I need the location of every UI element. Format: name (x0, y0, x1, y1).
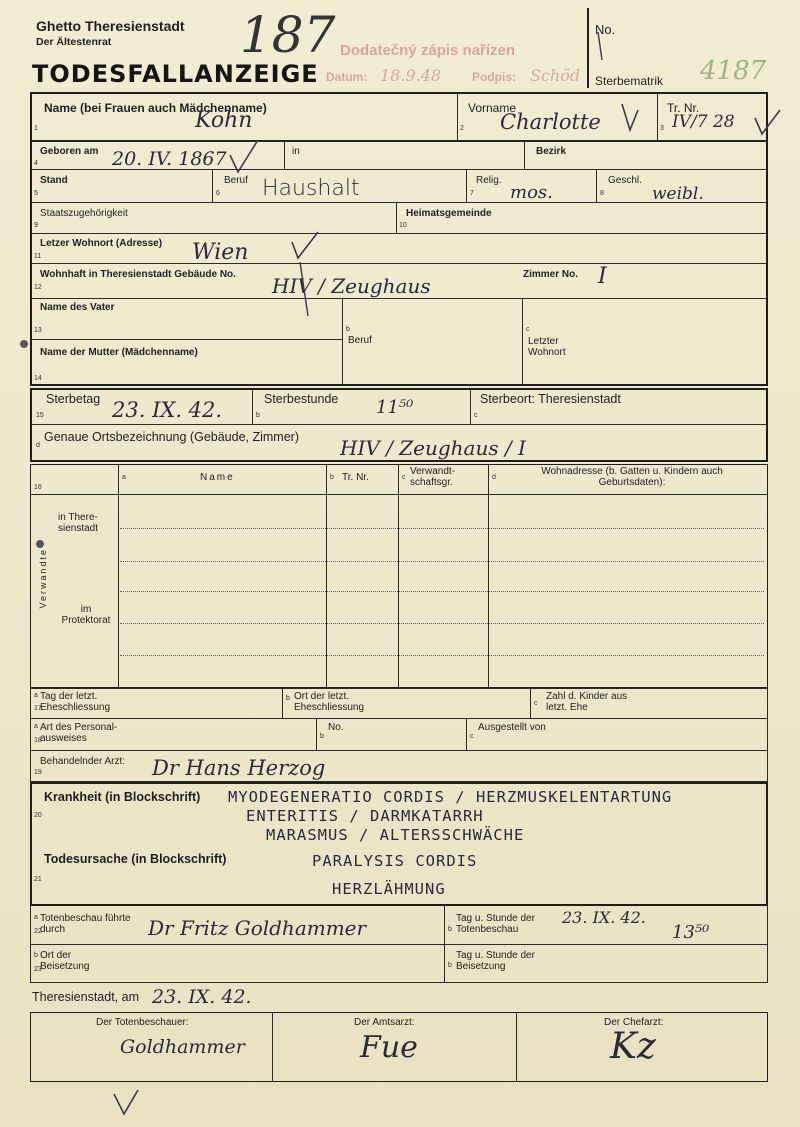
sig-amtsarzt-label: Der Amtsarzt: (354, 1017, 415, 1028)
staat-label: Staatszugehörigkeit (40, 208, 128, 219)
geschl-label: Geschl. (608, 175, 642, 186)
sig-chefarzt-label: Der Chefarzt: (604, 1017, 664, 1028)
beruf-value: Haushalt (262, 176, 360, 201)
wohnort-label: Letzer Wohnort (Adresse) (40, 238, 163, 249)
mutter-label: Name der Mutter (Mädchenname) (40, 347, 198, 358)
relig-label: Relig. (476, 175, 502, 186)
ehe-ort-label: Ort der letzt. Eheschliessung (294, 691, 365, 713)
ehe-tag-label: Tag der letzt. Eheschliessung (40, 691, 111, 713)
stamp-text: Dodatečný zápis nařízen (340, 42, 516, 59)
sig-totenbeschauer: Goldhammer (120, 1036, 245, 1058)
gebaeude-label: Wohnhaft in Theresienstadt Gebäude No. (40, 269, 236, 280)
geschl-value: weibl. (652, 184, 704, 204)
org-name: Ghetto Theresienstadt (36, 18, 185, 34)
vorname-value: Charlotte (500, 110, 601, 134)
in-theresienstadt-label: in There-sienstadt (58, 512, 99, 534)
beisetzung-ort-label: Ort der Beisetzung (40, 950, 90, 972)
form-title: TODESFALLANZEIGE (32, 60, 319, 88)
stamp-datum-label: Datum: (326, 70, 368, 84)
tag-stunde-date: 23. IX. 42. (562, 908, 646, 927)
beruf-parent-label: Beruf (348, 335, 372, 346)
beisetzung-tag-label: Tag u. Stunde der Beisetzung (456, 950, 535, 972)
ausweis-no-label: No. (328, 722, 344, 733)
gebaeude-value: HIV / Zeughaus (272, 274, 431, 298)
sterbematrik-label: Sterbematrik (595, 74, 664, 88)
relatives-side-label: Verwandte (38, 548, 48, 609)
sterbeort-label: Sterbeort: Theresienstadt (480, 392, 621, 406)
sig-totenbeschauer-label: Der Totenbeschauer: (96, 1017, 189, 1028)
arzt-value: Dr Hans Herzog (152, 756, 326, 780)
vorname-label: Vorname (468, 101, 517, 115)
place-date-value: 23. IX. 42. (152, 986, 252, 1008)
im-protektorat-label: im Protektorat (61, 604, 111, 626)
trnr-label: Tr. Nr. (667, 101, 700, 115)
stand-label: Stand (40, 175, 68, 186)
col-wohn-header: Wohnadresse (b. Gatten u. Kindern auch Geburtsdaten): (541, 466, 723, 488)
stamp-datum-value: 18.9.48 (380, 66, 442, 85)
totenbeschau-value: Dr Fritz Goldhammer (148, 916, 367, 940)
zimmer-label: Zimmer No. (523, 269, 579, 280)
sterbestunde-value: 11⁵⁰ (376, 397, 414, 418)
ortsbez-label: Genaue Ortsbezeichnung (Gebäude, Zimmer) (44, 430, 299, 444)
arzt-label: Behandelnder Arzt: (40, 756, 126, 767)
zimmer-value: I (598, 264, 607, 289)
sterbestunde-label: Sterbestunde (264, 392, 339, 406)
tag-stunde-label: Tag u. Stunde der Totenbeschau (456, 913, 535, 935)
beruf-label: Beruf (224, 175, 248, 186)
ursache-line-1: PARALYSIS CORDIS (312, 852, 478, 870)
sterbetag-value: 23. IX. 42. (112, 398, 223, 422)
trnr-value: IV/7 28 (672, 112, 735, 132)
geboren-label: Geboren am (40, 146, 99, 157)
handwritten-form-number: 187 (240, 6, 336, 64)
krankheit-line-1: MYODEGENERATIO CORDIS / HERZMUSKELENTARTUNG (228, 788, 673, 806)
tag-stunde-time: 13⁵⁰ (672, 922, 710, 943)
ausweis-label: Art des Personal-ausweises (40, 722, 118, 744)
sterbetag-label: Sterbetag (46, 392, 101, 406)
heimat-label: Heimatsgemeinde (406, 208, 492, 219)
sterbematrik-value: 4187 (700, 56, 767, 86)
org-subtitle: Der Ältestenrat (36, 36, 112, 48)
ursache-label: Todesursache (in Blockschrift) (44, 852, 227, 866)
ortsbez-value: HIV / Zeughaus / I (340, 436, 526, 460)
totenbeschau-label: Totenbeschau führte durch (40, 913, 131, 935)
in-label: in (292, 146, 300, 157)
document-page: Ghetto Theresienstadt Der Ältestenrat TODESFALLANZEIGE 187 Dodatečný zápis nařízen Datum: 18.9.48 Podpis: Schöd No. Sterbematrik 4187 Name (bei Frauen auch Mädchenname) 1 Kohn Vorname 2 Charlotte Tr. Nr. 3 IV/7 28 Geboren am 4 20. IV. 1867 in Bezirk Stand 5 Beruf 6 Haushalt Relig. 7 mos. Geschl. 8 weibl. Staatszugehörigkeit 9 Heimatsgemeinde 10 Letzer Wohnort (Adresse) 11 Wien Wohnhaft in Theresienstadt Gebäude No. 12 HIV / Zeughaus Zimmer No. I Name des Vater 13 b Beruf c Letzter Wohnort Name der Mutter (Mädchenname) 14 Sterbetag 15 23. IX. 42. Sterbestunde b 11⁵⁰ Sterbeort: Theresienstadt c Genaue Ortsbezeichnung (Gebäude, Zimmer) d HIV / Zeughaus / I 16 a Name b Tr. Nr. c Verwandt-schaftsgr. d Wohnadresse (b. Gatten u. Kindern auch Geburtsdaten): Verwandte in There-sienstadt im Protektorat a Tag der letzt. Eheschliessung 17 b Ort der letzt. Eheschliessung c Zahl d. Kinder aus letzt. Ehe a Art des Personal-ausweises 18 b No. c Ausgestellt von Behandelnder Arzt: 19 Dr Hans Herzog Krankheit (in Blockschrift) 20 MYODEGENERATIO CORDIS / HERZMUSKELENTARTUNG ENTERITIS / DARMKATARRH MARASMUS / ALTERSSCHWÄCHE Todesursache (in Blockschrift) 21 PARALYSIS CORDIS HERZLÄHMUNG a Totenbeschau führte durch 22 Dr Fritz Goldhammer b Tag u. Stunde der Totenbeschau 23. IX. 42. 13⁵⁰ b Ort der Beisetzung 23 b Tag u. Stunde der Beisetzung Theresienstadt, am 23. IX. 42. Der Totenbeschauer: Goldhammer Der Amtsarzt: Fue Der Chefarzt: Kz (0, 0, 800, 1127)
number-label: No. (595, 22, 616, 37)
wohnort-value: Wien (192, 240, 249, 265)
ursache-line-2: HERZLÄHMUNG (332, 880, 446, 898)
relig-value: mos. (510, 182, 553, 203)
krankheit-line-3: MARASMUS / ALTERSSCHWÄCHE (266, 826, 525, 844)
stamp-podpis-value: Schöd (530, 66, 581, 85)
col-name-header: Name (200, 472, 235, 483)
bezirk-label: Bezirk (536, 146, 567, 157)
krankheit-line-2: ENTERITIS / DARMKATARRH (246, 807, 484, 825)
sig-chefarzt: Kz (610, 1026, 656, 1067)
vater-label: Name des Vater (40, 302, 115, 313)
letzter-wohnort-label: Letzter Wohnort (528, 336, 566, 358)
name-value: Kohn (195, 108, 253, 133)
sig-amtsarzt: Fue (360, 1030, 418, 1065)
place-date-label: Theresienstadt, am (32, 990, 139, 1004)
col-trnr-header: Tr. Nr. (342, 472, 369, 483)
krankheit-label: Krankheit (in Blockschrift) (44, 790, 201, 804)
geboren-value: 20. IV. 1867 (112, 148, 227, 170)
kinder-label: Zahl d. Kinder aus letzt. Ehe (546, 691, 628, 713)
stamp-podpis-label: Podpis: (472, 70, 516, 84)
ausgestellt-label: Ausgestellt von (478, 722, 546, 733)
name-label: Name (bei Frauen auch Mädchenname) (44, 101, 267, 115)
col-verw-header: Verwandt-schaftsgr. (410, 466, 456, 488)
